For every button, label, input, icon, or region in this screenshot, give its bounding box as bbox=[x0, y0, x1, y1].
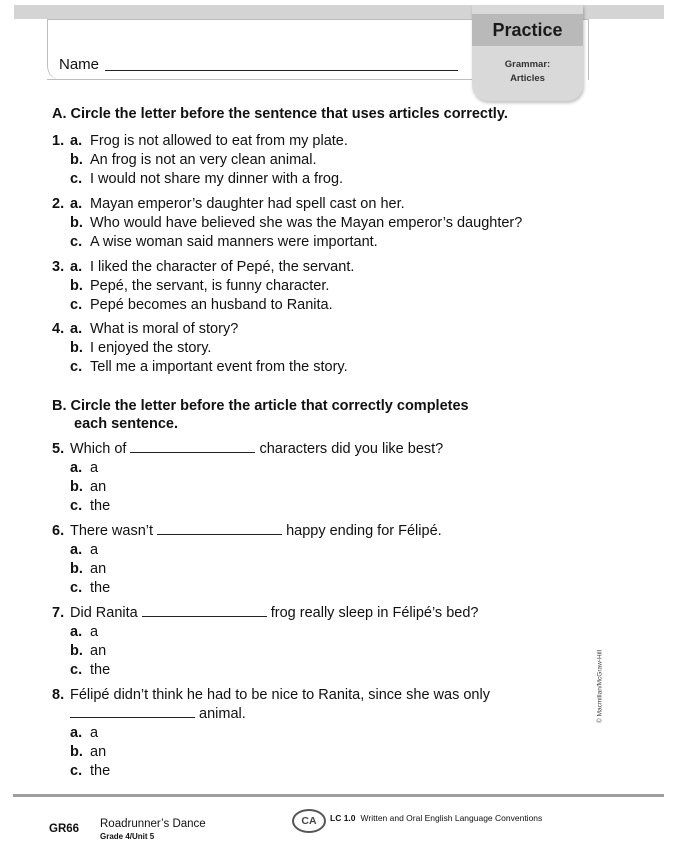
name-write-line[interactable] bbox=[105, 70, 458, 71]
question-number: 7. bbox=[52, 605, 65, 621]
option-text: Tell me a important event from the story. bbox=[90, 359, 348, 375]
option-text: Frog is not allowed to eat from my plate. bbox=[90, 133, 348, 149]
topic-label bbox=[472, 58, 583, 86]
question-text-before: Félipé didn’t think he had to be nice to Ranita, since she was only bbox=[70, 687, 490, 703]
option-letter[interactable]: b. bbox=[70, 152, 83, 168]
option-text: Who would have believed she was the Mayan emperor’s daughter? bbox=[90, 215, 523, 231]
question-number: 4. bbox=[52, 321, 65, 337]
standard-text: Written and Oral English Language Conventions bbox=[360, 813, 543, 823]
question-text-after: happy ending for Félipé. bbox=[286, 523, 442, 539]
option-text: I enjoyed the story. bbox=[90, 340, 212, 356]
option-letter[interactable]: a. bbox=[70, 460, 83, 476]
practice-title: Practice bbox=[472, 14, 583, 46]
option-text: the bbox=[90, 662, 111, 678]
option-letter[interactable]: a. bbox=[70, 196, 83, 212]
question-text-after: animal. bbox=[199, 706, 246, 722]
copyright-note bbox=[592, 640, 606, 740]
option-text: an bbox=[90, 561, 107, 577]
option-text: an bbox=[90, 744, 107, 760]
question-text-before: Which of bbox=[70, 441, 127, 457]
option-letter[interactable]: a. bbox=[70, 725, 83, 741]
option-text: a bbox=[90, 460, 99, 476]
question-number: 5. bbox=[52, 441, 65, 457]
option-letter[interactable]: c. bbox=[70, 359, 83, 375]
book-title: Roadrunner’s Dance bbox=[100, 818, 206, 830]
section-b-heading-cont: each sentence. bbox=[74, 416, 178, 432]
name-box-bottom-border bbox=[47, 79, 472, 80]
option-text: a bbox=[90, 542, 99, 558]
option-text: the bbox=[90, 580, 111, 596]
page-code: GR66 bbox=[49, 823, 80, 835]
topic-line-2: Articles bbox=[510, 73, 545, 84]
option-letter[interactable]: c. bbox=[70, 498, 83, 514]
question-number: 6. bbox=[52, 523, 65, 539]
question-text-cont bbox=[70, 706, 246, 722]
question-text bbox=[70, 441, 443, 457]
question-number: 2. bbox=[52, 196, 65, 212]
question-text-after: characters did you like best? bbox=[259, 441, 444, 457]
question-number: 3. bbox=[52, 259, 65, 275]
option-letter[interactable]: b. bbox=[70, 744, 83, 760]
option-text: a bbox=[90, 624, 99, 640]
footer-divider bbox=[13, 794, 664, 797]
question-text-before: Did Ranita bbox=[70, 605, 138, 621]
option-letter[interactable]: c. bbox=[70, 234, 83, 250]
option-letter[interactable]: b. bbox=[70, 278, 83, 294]
name-label: Name bbox=[59, 56, 100, 73]
option-letter[interactable]: c. bbox=[70, 171, 83, 187]
option-text: An frog is not an very clean animal. bbox=[90, 152, 317, 168]
option-text: I liked the character of Pepé, the servant. bbox=[90, 259, 355, 275]
answer-blank[interactable] bbox=[70, 716, 195, 718]
section-a-heading: A. Circle the letter before the sentence that uses articles correctly. bbox=[52, 106, 508, 122]
option-letter[interactable]: a. bbox=[70, 321, 83, 337]
option-text: Mayan emperor’s daughter had spell cast on her. bbox=[90, 196, 405, 212]
option-text: Pepé, the servant, is funny character. bbox=[90, 278, 330, 294]
section-b-heading: B. Circle the letter before the article that correctly completes bbox=[52, 398, 469, 414]
option-text: an bbox=[90, 479, 107, 495]
option-text: the bbox=[90, 763, 111, 779]
option-text: What is moral of story? bbox=[90, 321, 239, 337]
question-number: 8. bbox=[52, 687, 65, 703]
topic-line-1: Grammar: bbox=[504, 59, 551, 70]
option-letter[interactable]: c. bbox=[70, 580, 83, 596]
option-text: the bbox=[90, 498, 111, 514]
standard-reference bbox=[330, 813, 542, 823]
option-letter[interactable]: b. bbox=[70, 479, 83, 495]
standard-code: LC 1.0 bbox=[330, 813, 356, 823]
copyright-text: © Macmillan/McGraw-Hill bbox=[596, 649, 604, 724]
question-text bbox=[70, 523, 442, 539]
answer-blank[interactable] bbox=[142, 615, 267, 617]
option-text: an bbox=[90, 643, 107, 659]
option-text: A wise woman said manners were important. bbox=[90, 234, 378, 250]
option-letter[interactable]: b. bbox=[70, 215, 83, 231]
option-text: I would not share my dinner with a frog. bbox=[90, 171, 344, 187]
option-letter[interactable]: c. bbox=[70, 763, 83, 779]
option-text: a bbox=[90, 725, 99, 741]
question-number: 1. bbox=[52, 133, 65, 149]
option-letter[interactable]: a. bbox=[70, 624, 83, 640]
answer-blank[interactable] bbox=[130, 451, 255, 453]
option-letter[interactable]: c. bbox=[70, 662, 83, 678]
answer-blank[interactable] bbox=[157, 533, 282, 535]
option-letter[interactable]: b. bbox=[70, 340, 83, 356]
question-text-after: frog really sleep in Félipé’s bed? bbox=[270, 605, 479, 621]
option-letter[interactable]: c. bbox=[70, 297, 83, 313]
question-text-before: There wasn’t bbox=[70, 523, 154, 539]
ca-standards-logo-icon: CA bbox=[292, 809, 326, 833]
grade-unit: Grade 4/Unit 5 bbox=[100, 832, 155, 841]
option-letter[interactable]: b. bbox=[70, 643, 83, 659]
option-letter[interactable]: a. bbox=[70, 133, 83, 149]
option-letter[interactable]: a. bbox=[70, 259, 83, 275]
option-letter[interactable]: b. bbox=[70, 561, 83, 577]
question-text bbox=[70, 605, 478, 621]
option-text: Pepé becomes an husband to Ranita. bbox=[90, 297, 333, 313]
option-letter[interactable]: a. bbox=[70, 542, 83, 558]
